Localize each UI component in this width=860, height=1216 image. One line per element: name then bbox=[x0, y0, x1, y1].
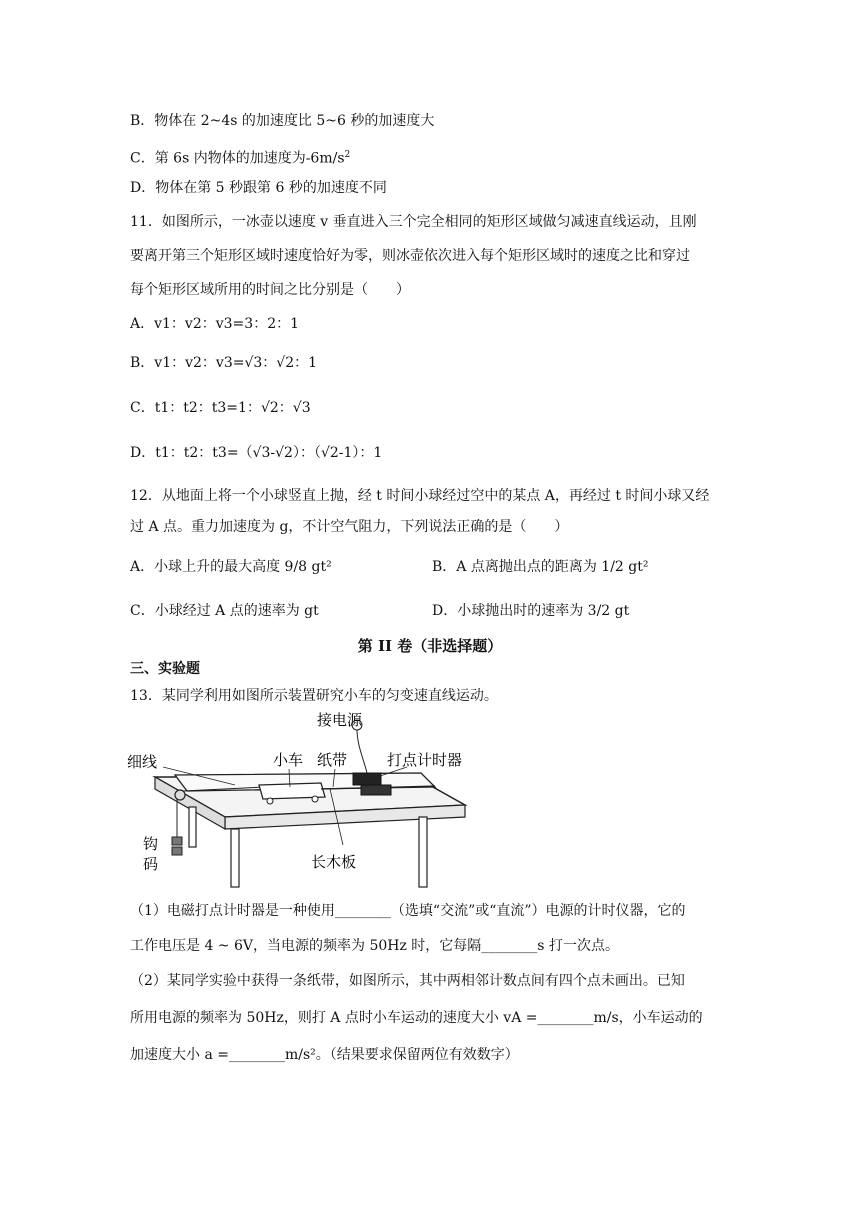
q12-option-c: C．小球经过 A 点的速率为 gt bbox=[130, 603, 319, 619]
q13-part1-line2: 工作电压是 4 ~ 6V，当电源的频率为 50Hz 时，它每隔________s 打一次点。 bbox=[130, 938, 619, 954]
table-leg bbox=[419, 817, 427, 887]
q11-option-c: C．t1：t2：t3=1：√2：√3 bbox=[130, 400, 311, 416]
label-board: 长木板 bbox=[311, 853, 357, 871]
apparatus-figure bbox=[125, 707, 470, 890]
q13-part2-line2: 所用电源的频率为 50Hz，则打 A 点时小车运动的速度大小 vA =________m/s，小车运动的 bbox=[130, 1010, 703, 1026]
table-leg bbox=[189, 807, 196, 847]
q11-stem-line1: 11．如图所示，一冰壶以速度 v 垂直进入三个完全相同的矩形区域做匀减速直线运动，且刚 bbox=[130, 214, 697, 230]
label-thread: 细线 bbox=[127, 753, 158, 771]
label-tape: 纸带 bbox=[317, 751, 348, 769]
label-hook: 钩 bbox=[143, 835, 159, 853]
q12-option-b: B．A 点离抛出点的距离为 1/2 gt² bbox=[432, 559, 649, 575]
label-timer: 打点计时器 bbox=[387, 751, 463, 769]
section-title: 第 II 卷（非选择题） bbox=[357, 637, 503, 655]
q13-part2-line3: 加速度大小 a =________m/s²。（结果要求保留两位有效数字） bbox=[130, 1047, 519, 1063]
power-cord bbox=[357, 729, 367, 773]
q12-stem-line1: 12．从地面上将一个小球竖直上抛，经 t 时间小球经过空中的某点 A，再经过 t 时间小球又经 bbox=[130, 488, 710, 504]
hook-weight-icon bbox=[172, 837, 182, 845]
label-cart: 小车 bbox=[273, 751, 304, 769]
q12-stem-line2: 过 A 点。重力加速度为 g，不计空气阻力，下列说法正确的是（ ） bbox=[130, 519, 569, 535]
label-power: 接电源 bbox=[317, 711, 363, 729]
q13-part1-line1: （1）电磁打点计时器是一种使用________（选填“交流”或“直流”）电源的计时仪器，它的 bbox=[130, 903, 686, 919]
q10-option-c: C．第 6s 内物体的加速度为$-6m/s^2$ bbox=[130, 150, 351, 167]
q13-part2-line1: （2）某同学实验中获得一条纸带，如图所示，其中两相邻计数点间有四个点未画出。已知 bbox=[130, 973, 685, 989]
table-leg bbox=[231, 829, 239, 887]
label-weight: 码 bbox=[143, 855, 159, 873]
hook-weight-icon bbox=[172, 847, 182, 855]
q12-option-d: D．小球抛出时的速率为 3/2 gt bbox=[432, 603, 630, 619]
q11-option-d: D．t1：t2：t3=（√3-√2）：（√2-1）：1 bbox=[130, 445, 383, 461]
q11-stem-line3: 每个矩形区域所用的时间之比分别是（ ） bbox=[130, 282, 410, 298]
q12-option-a: A．小球上升的最大高度 9/8 gt² bbox=[130, 559, 332, 575]
q10-option-d: D．物体在第 5 秒跟第 6 秒的加速度不同 bbox=[130, 180, 387, 196]
q11-option-a: A．v1：v2：v3=3：2：1 bbox=[130, 316, 300, 332]
q13-stem: 13．某同学利用如图所示装置研究小车的匀变速直线运动。 bbox=[130, 688, 498, 704]
section-heading: 三、实验题 bbox=[130, 661, 200, 677]
q11-stem-line2: 要离开第三个矩形区域时速度恰好为零，则冰壶依次进入每个矩形区域时的速度之比和穿过 bbox=[130, 248, 690, 264]
timer-icon bbox=[353, 773, 381, 785]
q11-option-b: B．v1：v2：v3=√3：√2：1 bbox=[130, 355, 318, 371]
q10-option-b: B．物体在 2~4s 的加速度比 5~6 秒的加速度大 bbox=[130, 113, 435, 129]
pulley-icon bbox=[175, 790, 185, 800]
